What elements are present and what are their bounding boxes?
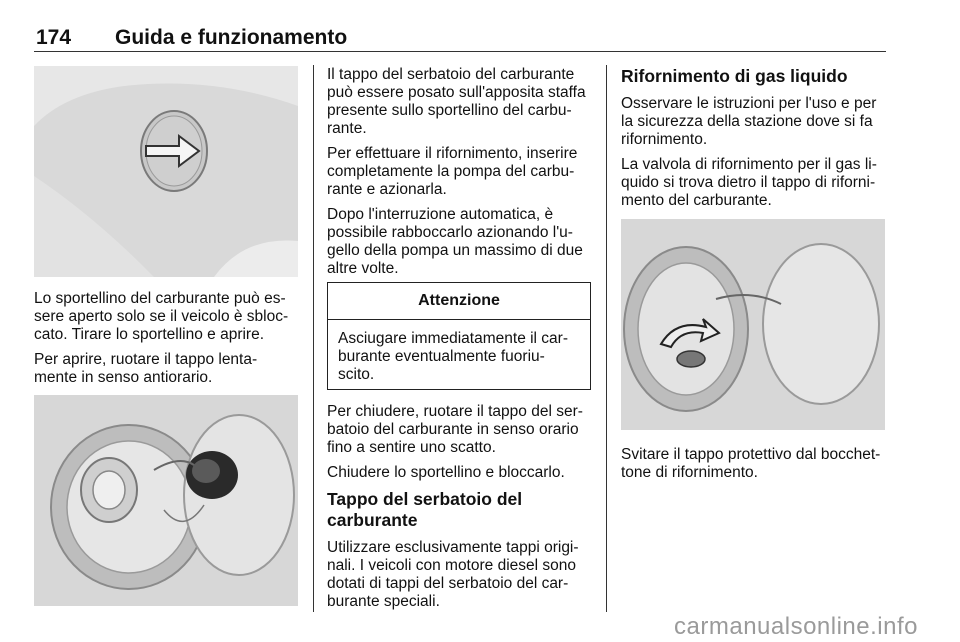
text-line: la sicurezza della stazione dove si fa (621, 113, 873, 130)
paragraph-fuel-flap (34, 290, 304, 344)
text-line: rifornimento. (621, 131, 708, 148)
right-column-text-bottom (621, 446, 889, 489)
paragraph-refuel (327, 145, 595, 199)
paragraph-open-cap (34, 351, 304, 387)
text-line: può essere posato sull'apposita staffa (327, 84, 586, 101)
text-line: Per aprire, ruotare il tappo lenta- (34, 351, 258, 368)
text-line: quido si trova dietro il tappo di riforni- (621, 174, 876, 191)
column-divider-2 (606, 65, 607, 612)
heading-fuel-cap (327, 489, 595, 531)
text-line: rante e azionarla. (327, 181, 447, 198)
text-line: rante. (327, 120, 367, 137)
paragraph-valve-location (621, 156, 889, 210)
column-divider-1 (313, 65, 314, 612)
notice-title: Attenzione (328, 283, 590, 320)
header-rule (34, 51, 886, 52)
paragraph-instructions (621, 95, 889, 149)
text-line: La valvola di rifornimento per il gas li- (621, 156, 877, 173)
text-line: nali. I veicoli con motore diesel sono (327, 557, 576, 574)
paragraph-top-off (327, 206, 595, 278)
text-line: dotati di tappi del serbatoio del car- (327, 575, 569, 592)
text-line: cato. Tirare lo sportellino e aprire. (34, 326, 265, 343)
heading-lpg-refuel: Rifornimento di gas liquido (621, 66, 848, 86)
text-line: mente in senso antiorario. (34, 369, 213, 386)
paragraph-close-flap: Chiudere lo sportellino e bloccarlo. (327, 464, 565, 481)
text-line: Asciugare immediatamente il car- (338, 330, 569, 347)
text-line: Per effettuare il rifornimento, inserire (327, 145, 578, 162)
paragraph-cap-bracket (327, 66, 595, 138)
text-line: mento del carburante. (621, 192, 772, 209)
left-column-text (34, 290, 304, 394)
text-line: Osservare le istruzioni per l'uso e per (621, 95, 877, 112)
notice-body (328, 320, 590, 384)
text-line: fino a sentire uno scatto. (327, 439, 496, 456)
text-line: gello della pompa un massimo di due (327, 242, 583, 259)
text-line: Il tappo del serbatoio del carburante (327, 66, 575, 83)
text-line: Svitare il tappo protettivo dal bocchet- (621, 446, 881, 463)
paragraph-original-caps (327, 539, 595, 611)
paragraph-close-cap (327, 403, 595, 457)
text-line: possibile rabboccarlo azionando l'u- (327, 224, 573, 241)
text-line: tone di rifornimento. (621, 464, 758, 481)
text-line: sere aperto solo se il veicolo è sbloc- (34, 308, 289, 325)
text-line: Utilizzare esclusivamente tappi origi- (327, 539, 579, 556)
text-line: burante eventualmente fuoriu- (338, 348, 545, 365)
lpg-valve-figure (621, 219, 885, 430)
fuel-cap-removed-icon (34, 395, 298, 606)
fuel-flap-open-arrow-icon (34, 66, 298, 277)
watermark: carmanualsonline.info (674, 613, 918, 640)
text-line: scito. (338, 366, 375, 383)
text-line: altre volte. (327, 260, 399, 277)
text-line: Per chiudere, ruotare il tappo del ser- (327, 403, 583, 420)
text-line: Dopo l'interruzione automatica, è (327, 206, 554, 223)
section-title: Guida e funzionamento (115, 26, 348, 49)
middle-column-text-top (327, 66, 595, 285)
middle-column-text-bottom (327, 403, 595, 618)
text-line: Tappo del serbatoio del (327, 489, 523, 509)
text-line: carburante (327, 510, 418, 530)
lpg-valve-cap-unscrew-icon (621, 219, 885, 430)
right-column-text-top (621, 66, 889, 217)
text-line: completamente la pompa del carbu- (327, 163, 575, 180)
text-line: batoio del carburante in senso orario (327, 421, 579, 438)
fuel-flap-figure (34, 66, 298, 277)
fuel-cap-figure (34, 395, 298, 606)
text-line: Lo sportellino del carburante può es- (34, 290, 286, 307)
paragraph-unscrew-cap (621, 446, 889, 482)
text-line: presente sullo sportellino del carbu- (327, 102, 572, 119)
text-line: burante speciali. (327, 593, 440, 610)
page-number: 174 (36, 26, 72, 49)
warning-notice-box (327, 282, 591, 390)
